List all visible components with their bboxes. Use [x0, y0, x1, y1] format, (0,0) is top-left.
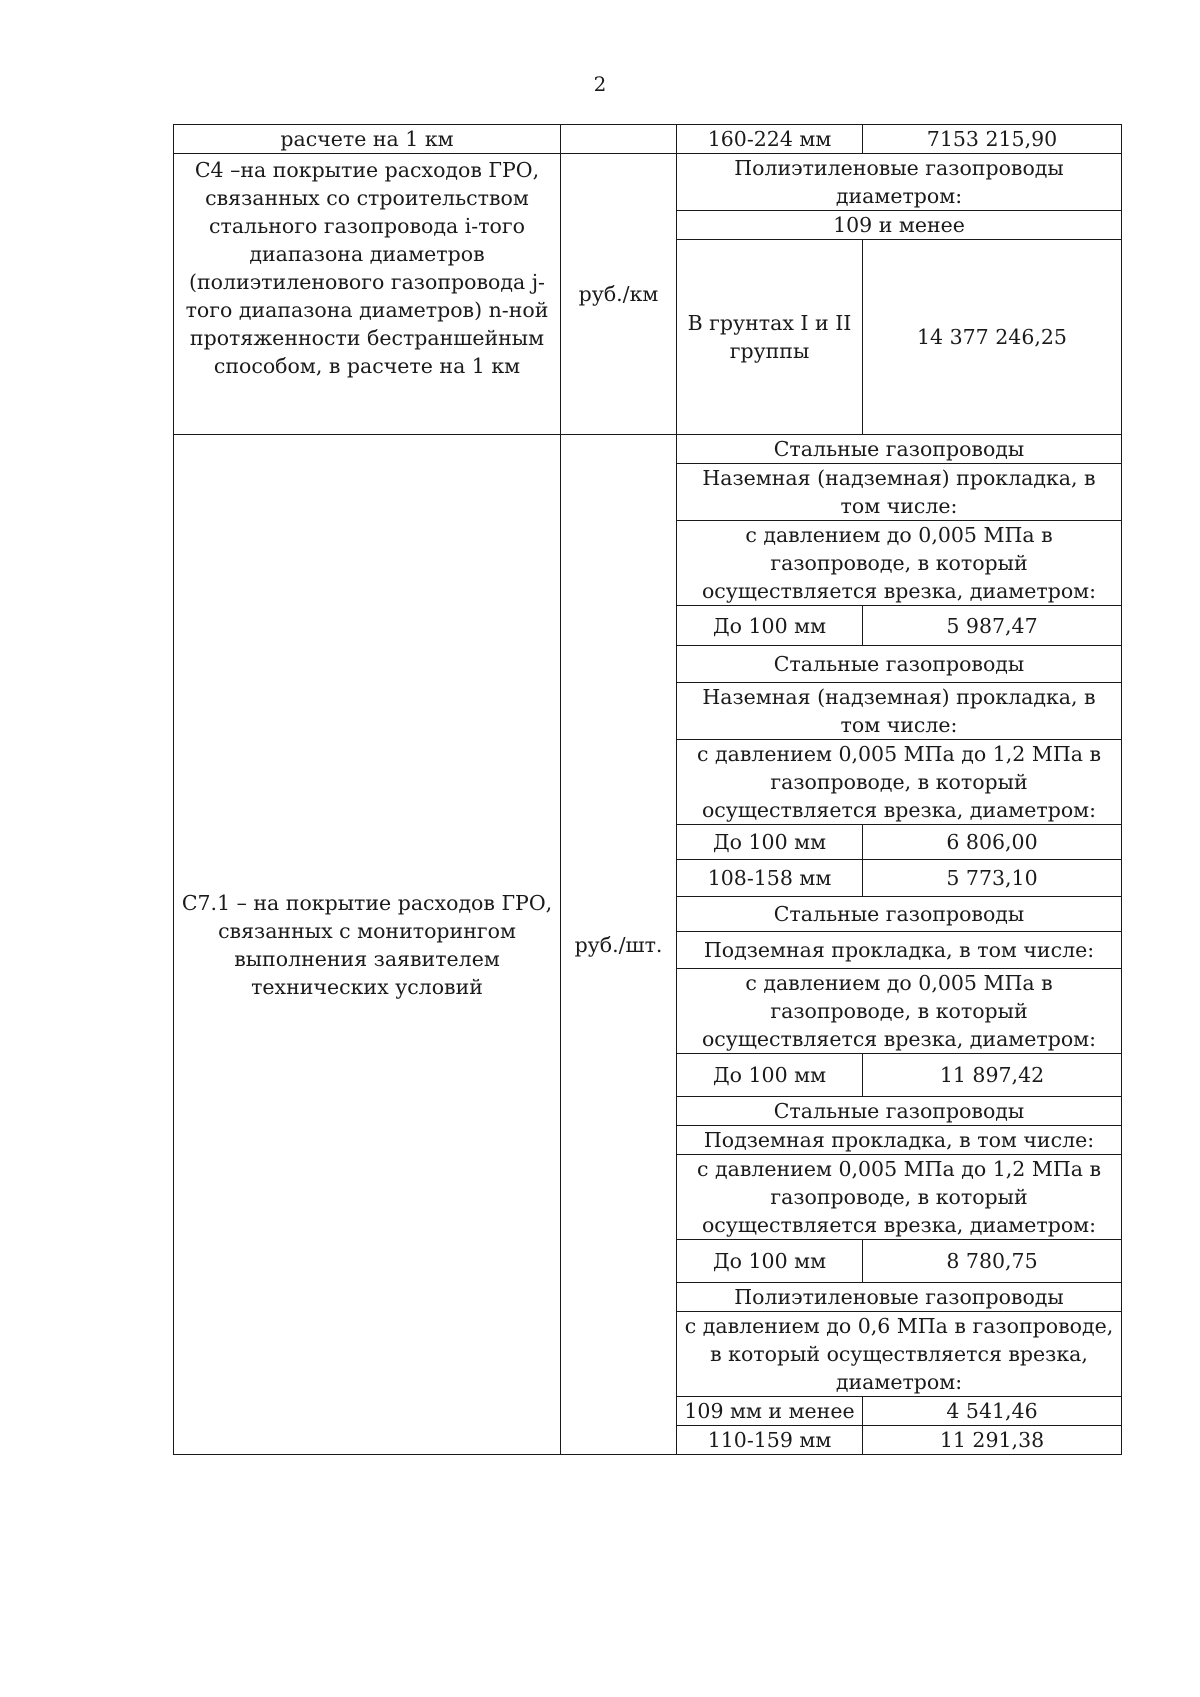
value-cell: 7153 215,90 — [863, 125, 1122, 154]
pressure-cell: с давлением 0,005 МПа до 1,2 МПа в газопроводе, в который осуществляется врезка, диаметром: — [677, 740, 1122, 825]
group-header-cell: Полиэтиленовые газопроводы диаметром: — [677, 154, 1122, 211]
value-cell: 11 291,38 — [863, 1426, 1122, 1455]
laying-cell: Наземная (надземная) прокладка, в том числе: — [677, 464, 1122, 521]
description-cell: расчете на 1 км — [174, 125, 561, 154]
value-cell: 6 806,00 — [863, 825, 1122, 860]
group-cell: Стальные газопроводы — [677, 1097, 1122, 1126]
value-cell: 8 780,75 — [863, 1240, 1122, 1283]
unit-cell — [561, 125, 677, 154]
pressure-cell: с давлением до 0,005 МПа в газопроводе, в который осуществляется врезка, диаметром: — [677, 969, 1122, 1054]
value-cell: 4 541,46 — [863, 1397, 1122, 1426]
diameter-header-cell: 109 и менее — [677, 211, 1122, 240]
value-cell: 5 987,47 — [863, 606, 1122, 646]
laying-cell: Подземная прокладка, в том числе: — [677, 932, 1122, 969]
group-cell: Стальные газопроводы — [677, 435, 1122, 464]
value-cell: 14 377 246,25 — [863, 240, 1122, 435]
diameter-cell: 110-159 мм — [677, 1426, 863, 1455]
table-row — [174, 154, 1122, 211]
page-number: 2 — [593, 72, 607, 96]
diameter-cell: 160-224 мм — [677, 125, 863, 154]
tariff-table — [173, 124, 1122, 1455]
group-cell: Стальные газопроводы — [677, 897, 1122, 932]
diameter-cell: До 100 мм — [677, 1054, 863, 1097]
pressure-cell: с давлением 0,005 МПа до 1,2 МПа в газопроводе, в который осуществляется врезка, диаметром: — [677, 1155, 1122, 1240]
pressure-cell: с давлением до 0,6 МПа в газопроводе, в который осуществляется врезка, диаметром: — [677, 1312, 1122, 1397]
laying-cell: Наземная (надземная) прокладка, в том числе: — [677, 683, 1122, 740]
value-cell: 5 773,10 — [863, 860, 1122, 897]
diameter-cell: 108-158 мм — [677, 860, 863, 897]
unit-cell-c4: руб./км — [561, 154, 677, 435]
diameter-cell: До 100 мм — [677, 825, 863, 860]
table-row — [174, 125, 1122, 154]
description-cell-c71: С7.1 – на покрытие расходов ГРО, связанных с мониторингом выполнения заявителем технических условий — [174, 435, 561, 1455]
group-cell: Полиэтиленовые газопроводы — [677, 1283, 1122, 1312]
table-row — [174, 435, 1122, 464]
value-cell: 11 897,42 — [863, 1054, 1122, 1097]
diameter-cell: До 100 мм — [677, 606, 863, 646]
description-cell-c4: С4 –на покрытие расходов ГРО, связанных со строительством стального газопровода i-того диапазона диаметров (полиэтиленового газопровода j-того диапазона диаметров) n-ной протяженности бестраншейным способом, в расчете на 1 км — [174, 154, 561, 435]
soil-cell: В грунтах I и II группы — [677, 240, 863, 435]
diameter-cell: 109 мм и менее — [677, 1397, 863, 1426]
group-cell: Стальные газопроводы — [677, 646, 1122, 683]
laying-cell: Подземная прокладка, в том числе: — [677, 1126, 1122, 1155]
unit-cell-c71: руб./шт. — [561, 435, 677, 1455]
pressure-cell: с давлением до 0,005 МПа в газопроводе, в который осуществляется врезка, диаметром: — [677, 521, 1122, 606]
diameter-cell: До 100 мм — [677, 1240, 863, 1283]
